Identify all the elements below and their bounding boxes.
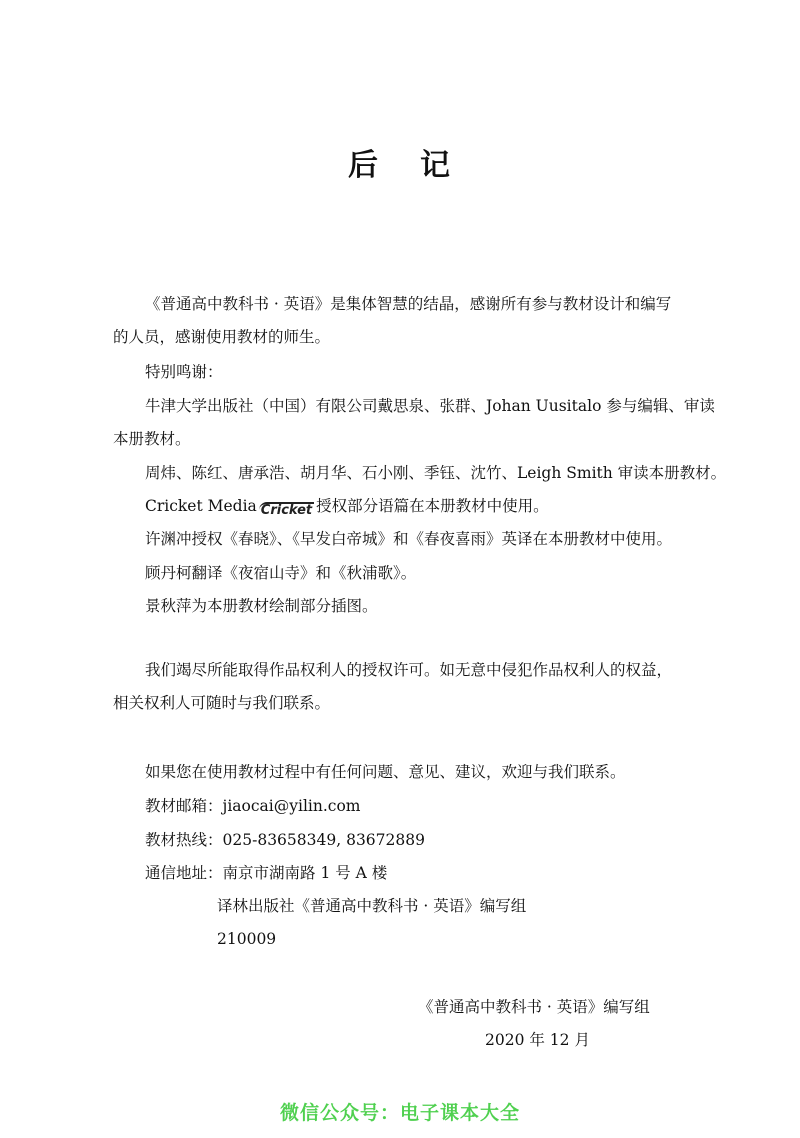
paragraph-4 xyxy=(145,496,549,518)
paragraph-2-line-2: 本册教材。 xyxy=(113,430,191,448)
signature-date: 2020 年 12 月 xyxy=(485,1031,590,1049)
paragraph-8-line-1: 我们竭尽所能取得作品权利人的授权许可。如无意中侵犯作品权利人的权益， xyxy=(145,661,673,679)
paragraph-8-line-2: 相关权利人可随时与我们联系。 xyxy=(113,694,331,712)
paragraph-3: 周炜、陈红、唐承浩、胡月华、石小刚、季钰、沈竹、Leigh Smith 审读本册教材。 xyxy=(145,464,727,482)
address-line-1: 南京市湖南路 1 号 A 楼 xyxy=(222,864,388,882)
paragraph-2-line-1: 牛津大学出版社（中国）有限公司戴思泉、张群、Johan Uusitalo 参与编辑、审读 xyxy=(145,397,715,415)
signature-org: 《普通高中教科书 · 英语》编写组 xyxy=(418,998,650,1016)
cricket-logo: Cricket xyxy=(260,503,313,518)
watermark: 微信公众号：电子课本大全 xyxy=(279,1102,520,1124)
paragraph-1-line-2: 的人员，感谢使用教材的师生。 xyxy=(113,328,331,346)
postcode: 210009 xyxy=(217,930,277,948)
page-title xyxy=(0,140,800,184)
phone-number: 025-83658349, 83672889 xyxy=(222,831,425,849)
email-address: jiaocai@yilin.com xyxy=(222,797,361,815)
email-label: 教材邮箱： xyxy=(145,797,223,815)
phone-label: 教材热线： xyxy=(145,831,223,849)
email-line xyxy=(145,796,360,816)
address-line xyxy=(145,863,387,883)
paragraph-5: 许渊冲授权《春晓》、《早发白帝城》和《春夜喜雨》英译在本册教材中使用。 xyxy=(145,530,673,548)
paragraph-6: 顾丹柯翻译《夜宿山寺》和《秋浦歌》。 xyxy=(145,564,417,582)
paragraph-7: 景秋萍为本册教材绘制部分插图。 xyxy=(145,597,378,615)
paragraph-9: 如果您在使用教材过程中有任何问题、意见、建议，欢迎与我们联系。 xyxy=(145,763,626,781)
title-char-1: 后 xyxy=(348,148,380,183)
paragraph-4-suffix: 授权部分语篇在本册教材中使用。 xyxy=(316,497,549,515)
phone-line xyxy=(145,830,425,850)
address-line-2: 译林出版社《普通高中教科书 · 英语》编写组 xyxy=(217,897,527,915)
title-char-2: 记 xyxy=(420,148,452,183)
cricket-media-text: Cricket Media xyxy=(145,497,257,515)
address-label: 通信地址： xyxy=(145,864,223,882)
paragraph-1-line-1: 《普通高中教科书 · 英语》是集体智慧的结晶，感谢所有参与教材设计和编写 xyxy=(145,295,672,313)
thanks-heading: 特别鸣谢： xyxy=(145,363,223,381)
